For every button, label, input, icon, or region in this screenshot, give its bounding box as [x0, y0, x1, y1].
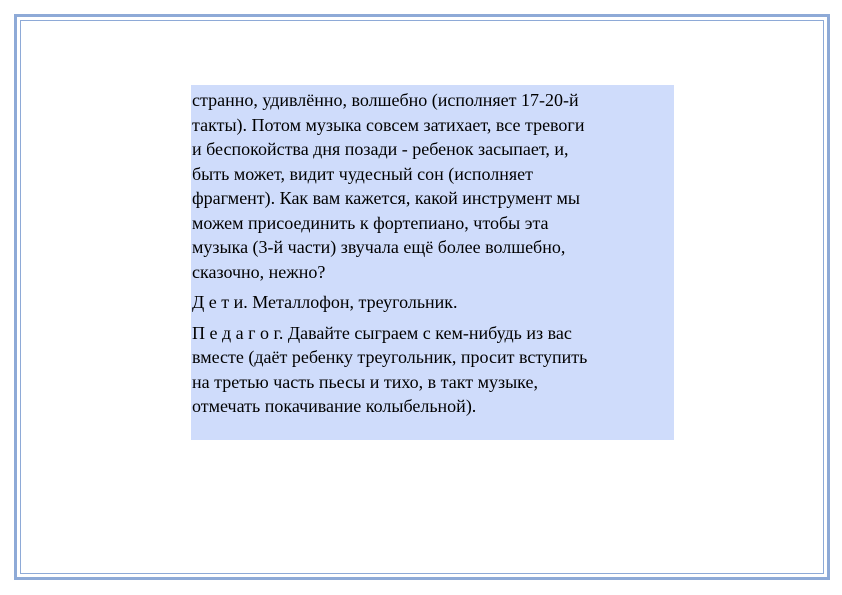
- text-line: можем присоединить к фортепиано, чтобы эта: [192, 212, 549, 233]
- text-line: сказочно, нежно?: [192, 261, 326, 282]
- text-line: отмечать покачивание колыбельной).: [192, 396, 477, 416]
- text-line: и беспокойства дня позади - ребенок засыпает, и,: [192, 139, 569, 159]
- paragraph-teacher: [192, 321, 674, 419]
- text-line: странно, удивлённо, волшебно (исполняет 17-20-й: [192, 90, 579, 110]
- text-block: [191, 85, 674, 440]
- text-line: Д е т и. Металлофон, треугольник.: [192, 292, 458, 312]
- text-line: фрагмент). Как вам кажется, какой инструмент мы: [192, 188, 580, 208]
- text-line: вместе (даёт ребенку треугольник, просит вступить: [192, 347, 588, 367]
- text-line: на третью часть пьесы и тихо, в такт музыке,: [192, 371, 538, 392]
- paragraph-children-answer: [192, 290, 674, 315]
- text-line: быть может, видит чудесный сон (исполняет: [192, 163, 534, 184]
- paragraph-story: [192, 88, 674, 284]
- text-line: музыка (3-й части) звучала ещё более волшебно,: [192, 237, 566, 257]
- text-line: П е д а г о г. Давайте сыграем с кем-нибудь из вас: [192, 322, 572, 343]
- text-line: такты). Потом музыка совсем затихает, все тревоги: [192, 114, 585, 135]
